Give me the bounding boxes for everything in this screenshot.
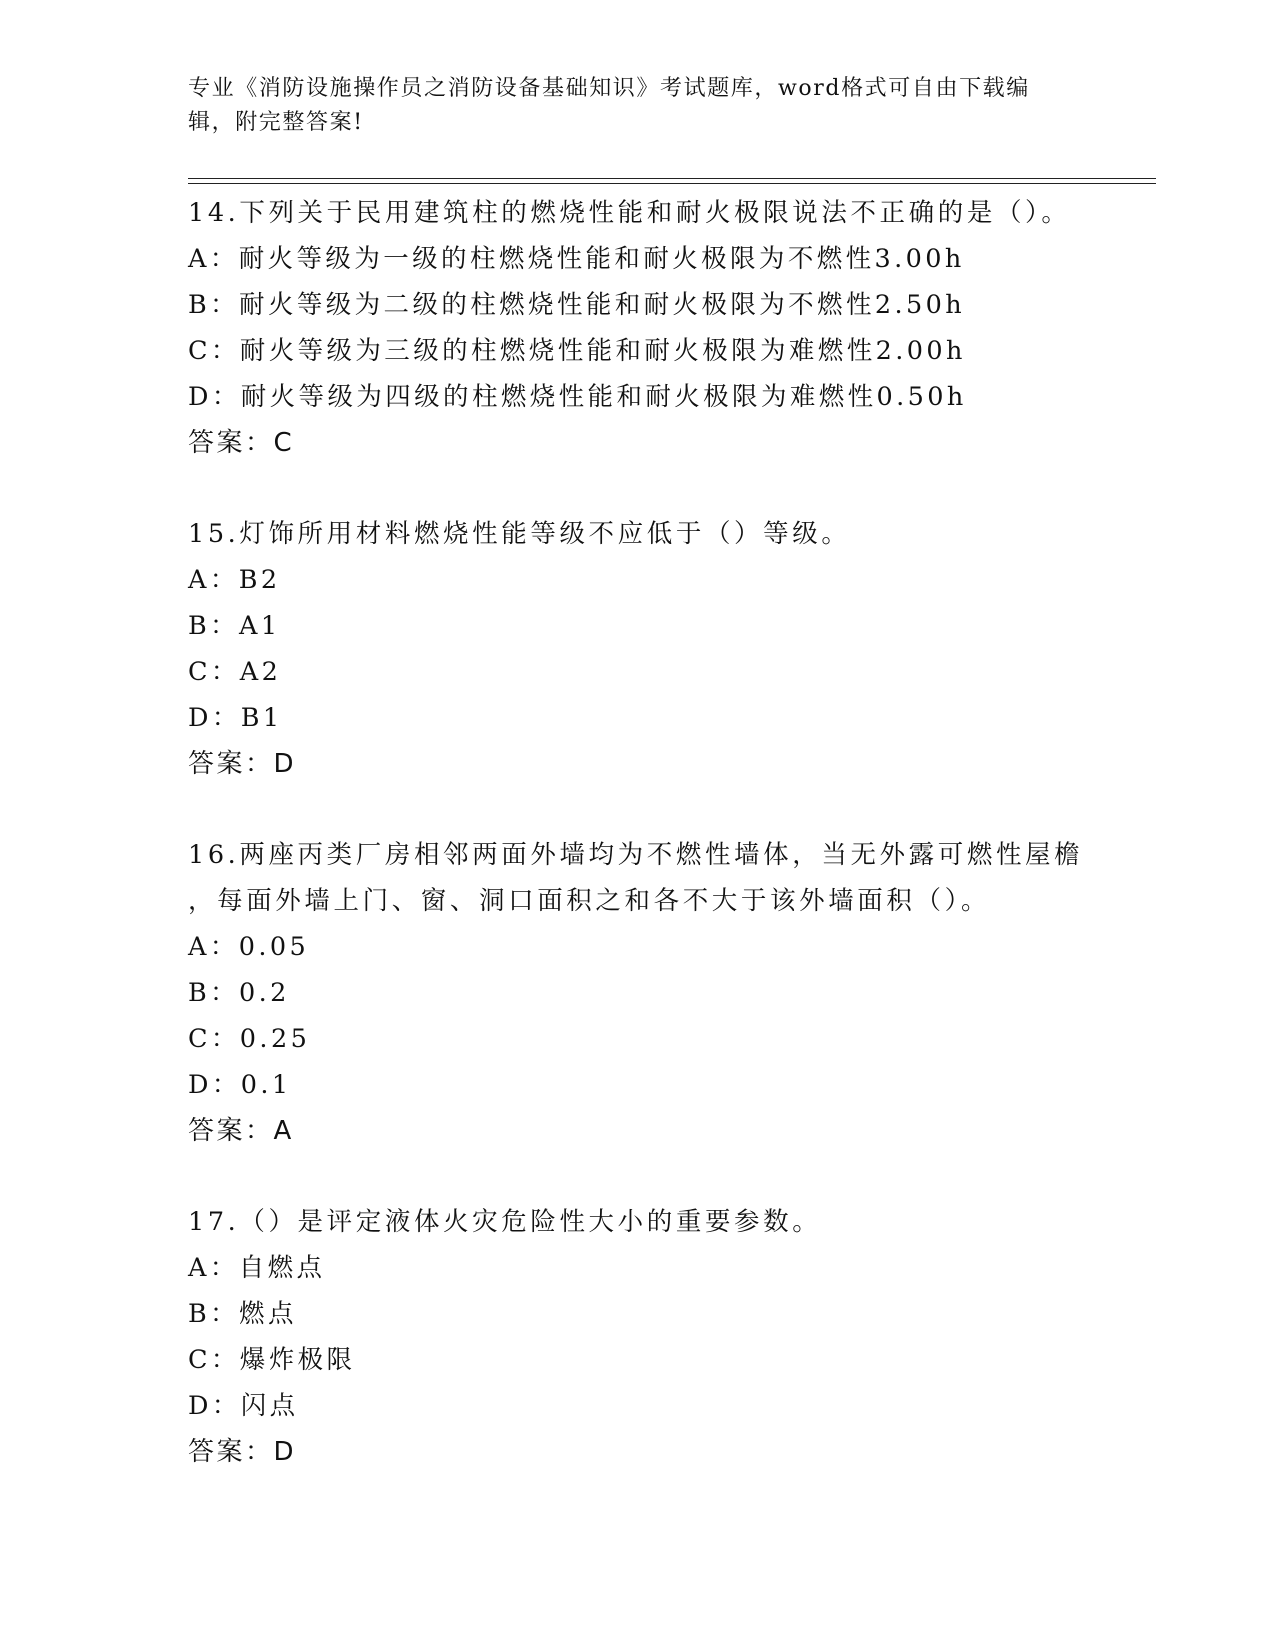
header-line-1: 专业《消防设施操作员之消防设备基础知识》考试题库，word格式可自由下载编: [188, 76, 1030, 101]
question-17: [188, 1199, 1088, 1475]
option-a: A：B2: [188, 565, 281, 595]
option-d: D：耐火等级为四级的柱燃烧性能和耐火极限为难燃性0.50h: [188, 382, 967, 412]
answer-label: 答案：D: [188, 749, 297, 779]
option-c: C：A2: [188, 657, 282, 687]
question-stem: 16.两座丙类厂房相邻两面外墙均为不燃性墙体，当无外露可燃性屋檐: [188, 840, 1084, 870]
question-stem: 15.灯饰所用材料燃烧性能等级不应低于（）等级。: [188, 519, 851, 549]
answer-label: 答案：C: [188, 428, 295, 458]
header-divider-bottom: [188, 183, 1156, 184]
option-b: B：0.2: [188, 978, 290, 1008]
option-b: B：耐火等级为二级的柱燃烧性能和耐火极限为不燃性2.50h: [188, 290, 966, 320]
answer-label: 答案：A: [188, 1116, 294, 1146]
answer-label: 答案：D: [188, 1437, 297, 1467]
option-a: A：0.05: [188, 932, 310, 962]
document-header: [188, 72, 1078, 140]
header-line-2: 辑，附完整答案!: [188, 110, 364, 135]
question-stem: 14.下列关于民用建筑柱的燃烧性能和耐火极限说法不正确的是（）。: [188, 198, 1071, 228]
option-d: D：闪点: [188, 1391, 299, 1421]
option-d: D：0.1: [188, 1070, 292, 1100]
question-15: [188, 511, 1088, 787]
option-a: A：自燃点: [188, 1253, 326, 1283]
header-divider-top: [188, 178, 1156, 179]
option-c: C：耐火等级为三级的柱燃烧性能和耐火极限为难燃性2.00h: [188, 336, 966, 366]
option-b: B：A1: [188, 611, 281, 641]
question-16: [188, 832, 1088, 1154]
question-stem-continued: ，每面外墙上门、窗、洞口面积之和各不大于该外墙面积（）。: [188, 886, 991, 916]
option-c: C：0.25: [188, 1024, 311, 1054]
option-c: C：爆炸极限: [188, 1345, 356, 1375]
option-d: D：B1: [188, 703, 283, 733]
question-14: [188, 190, 1088, 466]
question-stem: 17.（）是评定液体火灾危险性大小的重要参数。: [188, 1207, 822, 1237]
option-a: A：耐火等级为一级的柱燃烧性能和耐火极限为不燃性3.00h: [188, 244, 965, 274]
question-list: [188, 190, 1088, 1520]
option-b: B：燃点: [188, 1299, 297, 1329]
